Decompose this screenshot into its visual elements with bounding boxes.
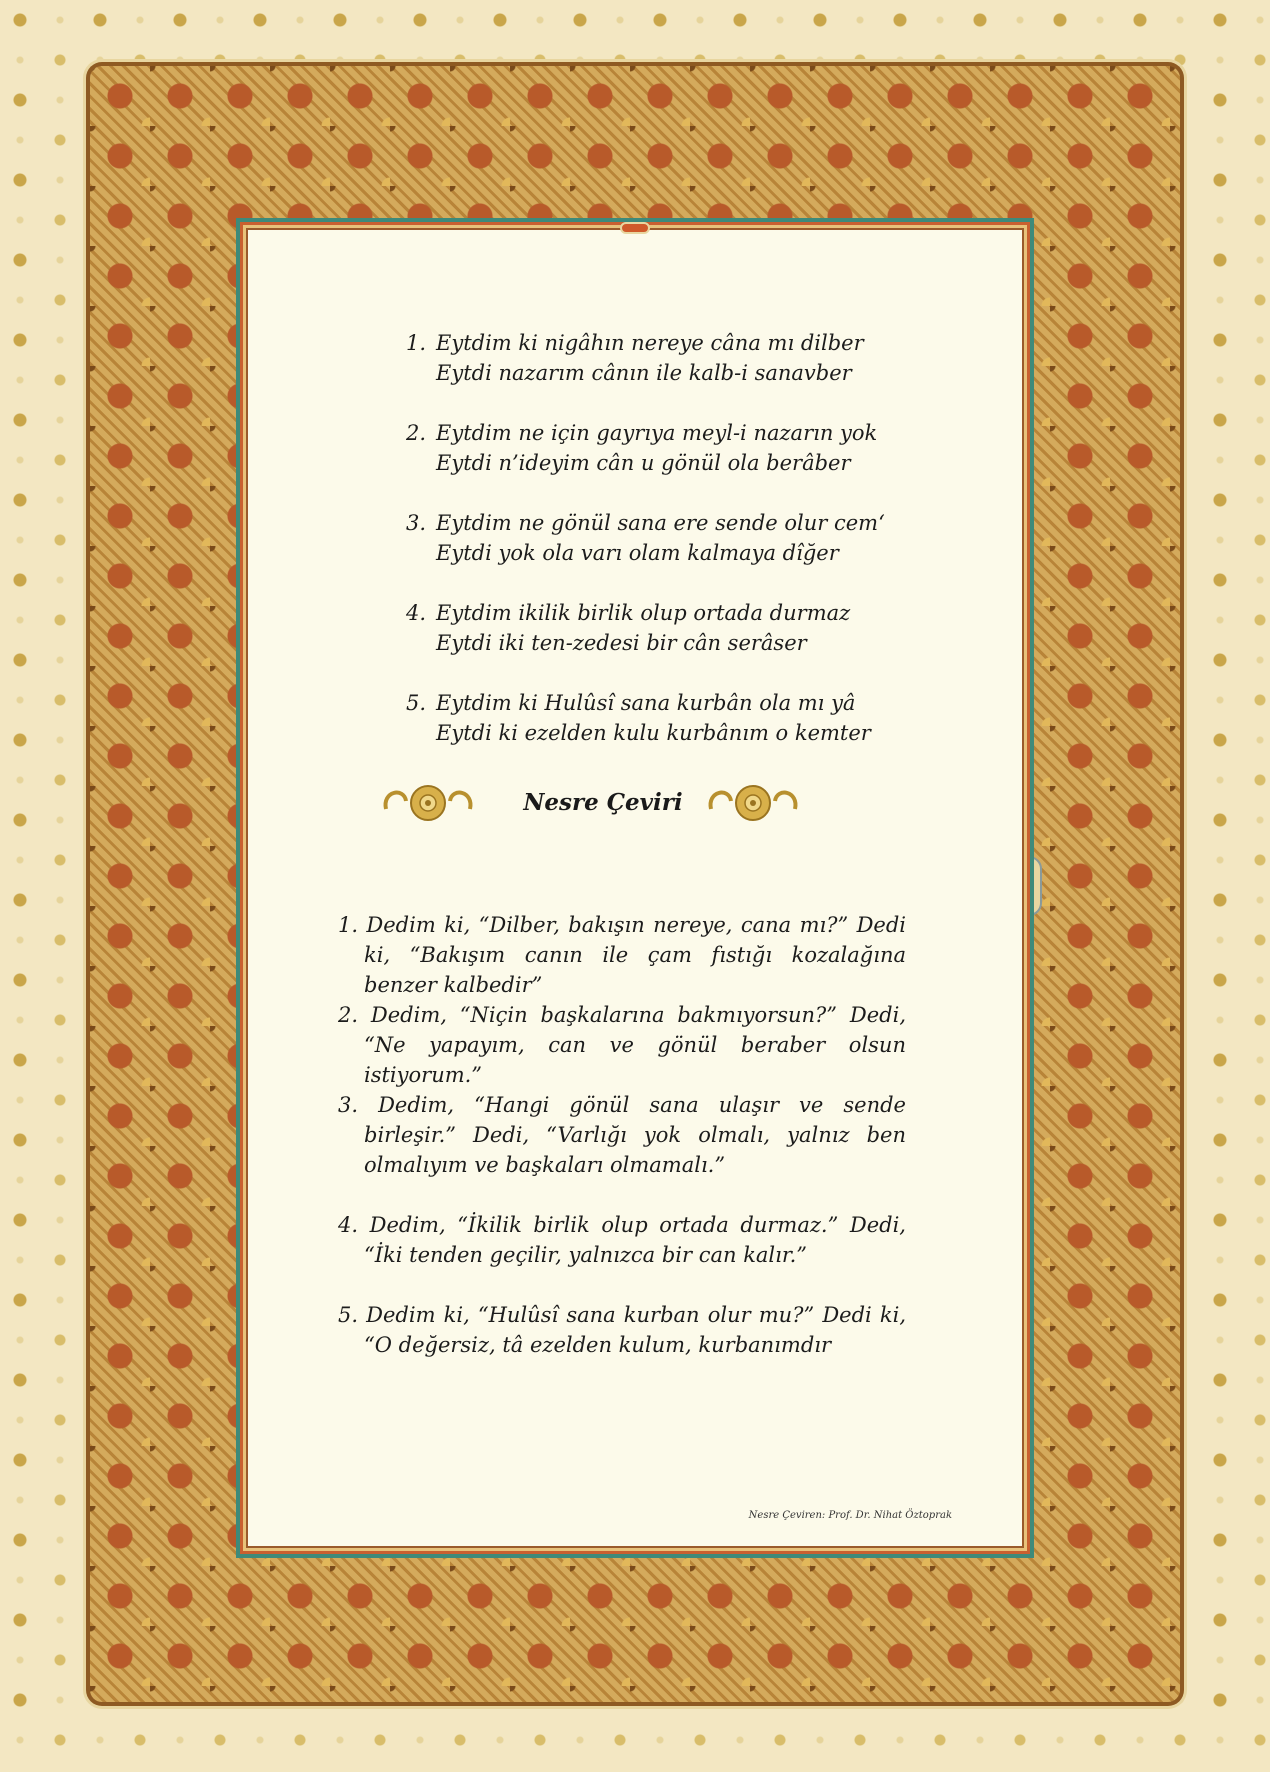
- verse-line: Eytdim ki nigâhın nereye câna mı dilber: [436, 331, 864, 355]
- verse-line: Eytdim ne gönül sana ere sende olur cem‘: [436, 511, 885, 535]
- verse-line: Eytdim ki Hulûsî sana kurbân ola mı yâ: [436, 691, 856, 715]
- top-jewel-ornament: [620, 222, 650, 234]
- verse-line: Eytdi iki ten-zedesi bir cân serâser: [436, 631, 807, 655]
- verse-line: Eytdim ne için gayrıya meyl-i nazarın yok: [436, 421, 878, 445]
- verse-number: 5.: [406, 691, 427, 715]
- prose-paragraph-1: 1. Dedim ki, “Dilber, bakışın nereye, cana mı?” Dedi ki, “Bakışım canın ile çam fıstığı kozalağına benzer kalbedir”: [338, 913, 906, 997]
- text-panel: [246, 228, 1024, 1548]
- prose-paragraph-4: 4. Dedim, “İkilik birlik olup ortada durmaz.” Dedi, “İki tenden geçilir, yalnızca bir can kalır.”: [338, 1213, 906, 1267]
- verse-4: [406, 598, 856, 658]
- section-heading: Nesre Çeviri: [523, 789, 683, 816]
- verse-2: [406, 418, 878, 478]
- verse-line: Eytdi yok ola varı olam kalmaya dîğer: [436, 541, 839, 565]
- page-frame: [236, 218, 1034, 1558]
- verse-5: [406, 688, 871, 748]
- verse-line: Eytdi nazarım cânın ile kalb-i sanavber: [436, 361, 852, 385]
- verse-number: 4.: [406, 601, 427, 625]
- prose-paragraph-3: 3. Dedim, “Hangi gönül sana ulaşır ve sende birleşir.” Dedi, “Varlığı yok olmalı, yalnız ben olmalıyım ve başkaları olmamalı.”: [338, 1093, 906, 1177]
- scroll-ornament-icon: [703, 779, 803, 829]
- verse-line: Eytdi n’ideyim cân u gönül ola berâber: [436, 451, 851, 475]
- verse-line: Eytdim ikilik birlik olup ortada durmaz: [436, 601, 851, 625]
- verse-3: [406, 508, 885, 568]
- translator-credit: Nesre Çeviren: Prof. Dr. Nihat Öztoprak: [748, 1510, 952, 1521]
- verse-number: 1.: [406, 331, 427, 355]
- section-heading-row: [248, 779, 1022, 839]
- verse-1: [406, 328, 864, 388]
- verse-line: Eytdi ki ezelden kulu kurbânım o kemter: [436, 721, 871, 745]
- scroll-ornament-icon: [378, 779, 478, 829]
- verse-number: 3.: [406, 511, 427, 535]
- verse-number: 2.: [406, 421, 427, 445]
- prose-paragraph-2: 2. Dedim, “Niçin başkalarına bakmıyorsun?” Dedi, “Ne yapayım, can ve gönül beraber olsun istiyorum.”: [338, 1003, 906, 1087]
- prose-paragraph-5: 5. Dedim ki, “Hulûsî sana kurban olur mu?” Dedi ki, “O değersiz, tâ ezelden kulum, kurbanımdır: [338, 1303, 906, 1357]
